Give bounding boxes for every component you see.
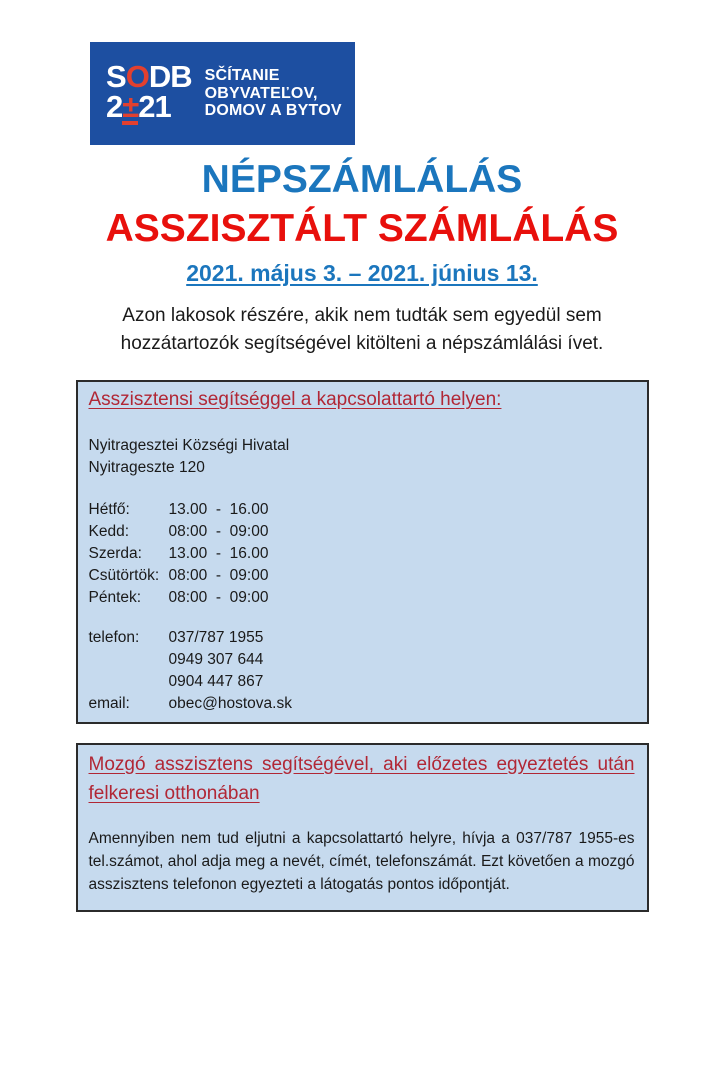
hours-value: 13.00 - 16.00 (168, 500, 269, 518)
sub-title: ASSZISZTÁLT SZÁMLÁLÁS (105, 207, 619, 250)
hours-value: 08:00 - 09:00 (168, 522, 269, 540)
email-label: email: (88, 694, 130, 712)
main-title: NÉPSZÁMLÁLÁS (201, 158, 523, 201)
address-block (89, 435, 635, 479)
day-label: Péntek: (88, 588, 142, 606)
intro-text: Azon lakosok részére, akik nem tudták sem egyedül sem hozzátartozók segítségével kitölteni a népszámlálási ívet. (120, 305, 604, 354)
schedule-row (89, 499, 635, 521)
assisted-location-box (76, 380, 649, 724)
box2-body-text: Amennyiben nem tud eljutni a kapcsolattartó helyre, hívja a 037/787 1955-es tel.számot, ahol adja meg a nevét, címét, telefonszámát. Ezt követően a mozgó asszisztens telefonon egyezteti a látogatás pontos időpontját. (88, 829, 635, 894)
schedule-row (89, 543, 635, 565)
day-label: Csütörtök: (88, 566, 160, 584)
box1-heading: Asszisztensi segítséggel a kapcsolattartó helyen: (88, 389, 502, 411)
hours-value: 08:00 - 09:00 (168, 588, 269, 606)
logo-tagline (205, 67, 342, 121)
hours-value: 08:00 - 09:00 (168, 566, 269, 584)
contact-row (89, 649, 635, 671)
census-flyer-page (0, 42, 724, 1066)
telefon-label: telefon: (88, 628, 140, 646)
logo-tagline-line3: DOMOV A BYTOV (204, 102, 342, 120)
logo-tagline-line1: SČÍTANIE (204, 66, 280, 84)
contact-row (89, 693, 635, 715)
sodb-census-logo (90, 42, 355, 145)
day-label: Kedd: (88, 522, 130, 540)
schedule-row (89, 521, 635, 543)
logo-wordmark-line1: SODB (106, 59, 192, 95)
email-address: obec@hostova.sk (168, 694, 292, 712)
date-range: 2021. május 3. – 2021. június 13. (186, 260, 538, 286)
logo-plus-minus-glyph: ± (122, 89, 139, 125)
logo-wordmark-line2: 2±21 (106, 89, 171, 125)
phone-number: 037/787 1955 (168, 628, 264, 646)
box2-heading-line2: felkeresi otthonában (88, 783, 260, 805)
hours-value: 13.00 - 16.00 (168, 544, 269, 562)
mobile-assistant-box (76, 743, 649, 913)
phone-number: 0904 447 867 (168, 672, 264, 690)
logo-wordmark (106, 59, 192, 125)
logo-red-zero: O (125, 59, 149, 95)
contact-row (89, 627, 635, 649)
logo-tagline-line2: OBYVATEĽOV, (204, 84, 318, 102)
phone-number: 0949 307 644 (168, 650, 264, 668)
day-label: Hétfő: (88, 500, 130, 518)
box2-heading-line1: Mozgó asszisztens segítségével, aki előzetes egyeztetés után (88, 753, 635, 775)
day-label: Szerda: (88, 544, 142, 562)
schedule-row (89, 587, 635, 609)
schedule-row (89, 565, 635, 587)
contact-block (89, 627, 635, 715)
opening-hours-schedule (89, 499, 635, 609)
address-line2: Nyitrageszte 120 (88, 458, 205, 476)
box2-heading (89, 750, 635, 809)
contact-row (89, 671, 635, 693)
address-line1: Nyitragesztei Községi Hivatal (88, 436, 290, 454)
